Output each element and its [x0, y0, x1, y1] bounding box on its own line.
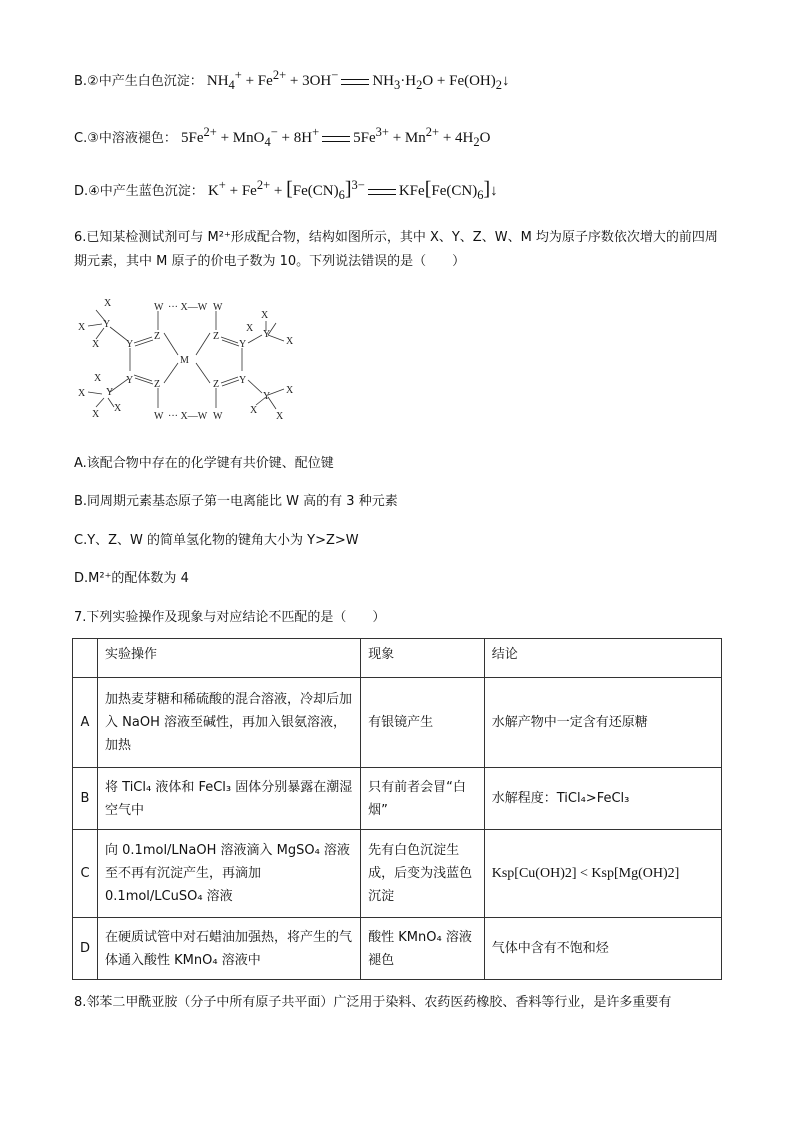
- experiment-table: [72, 638, 722, 980]
- svg-text:X: X: [114, 403, 122, 414]
- structure-labels: [78, 298, 294, 422]
- svg-text:Z: Z: [213, 331, 220, 342]
- svg-text:X: X: [246, 323, 254, 334]
- svg-text:X: X: [250, 405, 258, 416]
- conclusion-cell: 水解程度：TiCl₄>FeCl₃: [484, 768, 721, 830]
- svg-text:X: X: [286, 385, 294, 396]
- complex-structure-diagram: [70, 295, 310, 425]
- svg-text:Y: Y: [239, 339, 247, 350]
- row-label: A: [73, 678, 98, 768]
- question-6-stem: 6.已知某检测试剂可与 M²⁺形成配合物，结构如图所示，其中 X、Y、Z、W、M 均为原子序数依次增大的前四周期元素，其中 M 原子的价电子数为 10。下列说法错误的是（ ）: [74, 230, 718, 269]
- svg-text:X: X: [286, 336, 294, 347]
- conclusion-cell: 气体中含有不饱和烃: [484, 918, 721, 980]
- table-header-row: [73, 639, 722, 678]
- header-cell: 现象: [361, 639, 485, 678]
- header-cell: 结论: [484, 639, 721, 678]
- option-d-q6: D.M²⁺的配体数为 4: [74, 571, 189, 586]
- svg-text:M: M: [180, 355, 189, 366]
- option-prefix: B.②中产生白色沉淀：: [74, 74, 203, 89]
- svg-text:··· X—W: ··· X—W: [168, 302, 208, 313]
- option-prefix: C.③中溶液褪色：: [74, 131, 177, 146]
- table-row: [73, 830, 722, 918]
- option-d-q5: [74, 178, 498, 203]
- operation-cell: 在硬质试管中对石蜡油加强热，将产生的气体通入酸性 KMnO₄ 溶液中: [98, 918, 361, 980]
- phenomenon-cell: 先有白色沉淀生成，后变为浅蓝色沉淀: [361, 830, 485, 918]
- svg-text:W: W: [213, 411, 223, 422]
- svg-text:X: X: [92, 409, 100, 420]
- svg-text:X: X: [78, 388, 86, 399]
- option-prefix: D.④中产生蓝色沉淀：: [74, 184, 204, 199]
- svg-text:Z: Z: [154, 379, 161, 390]
- ksp-inequality: Ksp[Cu(OH)2] < Ksp[Mg(OH)2]: [491, 866, 680, 881]
- equation: $5Fe^{2+} + MnO_4^- + 8H^+$ $5Fe^{3+} + Mn^{2+} + 4H_2O$: [181, 125, 491, 149]
- svg-text:Y: Y: [126, 339, 134, 350]
- conclusion-cell: 水解产物中一定含有还原糖: [484, 678, 721, 768]
- svg-text:X: X: [78, 322, 86, 333]
- question-7-stem: 7.下列实验操作及现象与对应结论不匹配的是（ ）: [74, 610, 386, 625]
- svg-text:W: W: [213, 302, 223, 313]
- option-a-q6: A.该配合物中存在的化学键有共价键、配位键: [74, 456, 334, 471]
- phenomenon-cell: 有银镜产生: [361, 678, 485, 768]
- svg-text:X: X: [104, 298, 112, 309]
- svg-text:X: X: [276, 411, 284, 422]
- conclusion-cell: [484, 830, 721, 918]
- header-cell: [73, 639, 98, 678]
- table-row: [73, 678, 722, 768]
- svg-text:Y: Y: [239, 375, 247, 386]
- option-b-q5: [74, 68, 510, 93]
- operation-cell: 将 TiCl₄ 液体和 FeCl₃ 固体分别暴露在潮湿空气中: [98, 768, 361, 830]
- option-b-q6: B.同周期元素基态原子第一电离能比 W 高的有 3 种元素: [74, 494, 398, 509]
- svg-text:Y: Y: [263, 329, 271, 340]
- equation: $NH_4^+ + Fe^{2+} + 3OH^-$ $NH_3\cdot H_2O$ + $Fe(OH)_2↓$: [206, 68, 510, 92]
- phenomenon-cell: 酸性 KMnO₄ 溶液褪色: [361, 918, 485, 980]
- question-8-stem: 8.邻苯二甲酰亚胺（分子中所有原子共平面）广泛用于染料、农药医药橡胶、香料等行业，是许多重要有: [74, 995, 672, 1010]
- svg-text:Z: Z: [154, 331, 161, 342]
- svg-text:··· X—W: ··· X—W: [168, 411, 208, 422]
- option-c-q6: C.Y、Z、W 的简单氢化物的键角大小为 Y>Z>W: [74, 533, 359, 548]
- row-label: B: [73, 768, 98, 830]
- svg-text:Y: Y: [103, 319, 111, 330]
- phenomenon-cell: 只有前者会冒“白烟”: [361, 768, 485, 830]
- table-row: [73, 918, 722, 980]
- svg-text:Y: Y: [106, 387, 114, 398]
- svg-text:X: X: [94, 373, 102, 384]
- operation-cell: 加热麦芽糖和稀硫酸的混合溶液，冷却后加入 NaOH 溶液至碱性，再加入银氨溶液，加热: [98, 678, 361, 768]
- svg-text:W: W: [154, 302, 164, 313]
- header-cell: 实验操作: [98, 639, 361, 678]
- svg-text:X: X: [261, 310, 269, 321]
- svg-text:X: X: [92, 339, 100, 350]
- equation: $K^+ + Fe^{2+} + [Fe(CN)_6]^{3-}$ $KFe[Fe(CN)_6]↓$: [207, 178, 498, 202]
- operation-cell: 向 0.1mol/LNaOH 溶液滴入 MgSO₄ 溶液至不再有沉淀产生，再滴加 0.1mol/LCuSO₄ 溶液: [98, 830, 361, 918]
- svg-text:Z: Z: [213, 379, 220, 390]
- row-label: D: [73, 918, 98, 980]
- table-row: [73, 768, 722, 830]
- option-c-q5: [74, 125, 490, 150]
- row-label: C: [73, 830, 98, 918]
- svg-text:Y: Y: [263, 391, 271, 402]
- svg-text:Y: Y: [126, 375, 134, 386]
- svg-text:W: W: [154, 411, 164, 422]
